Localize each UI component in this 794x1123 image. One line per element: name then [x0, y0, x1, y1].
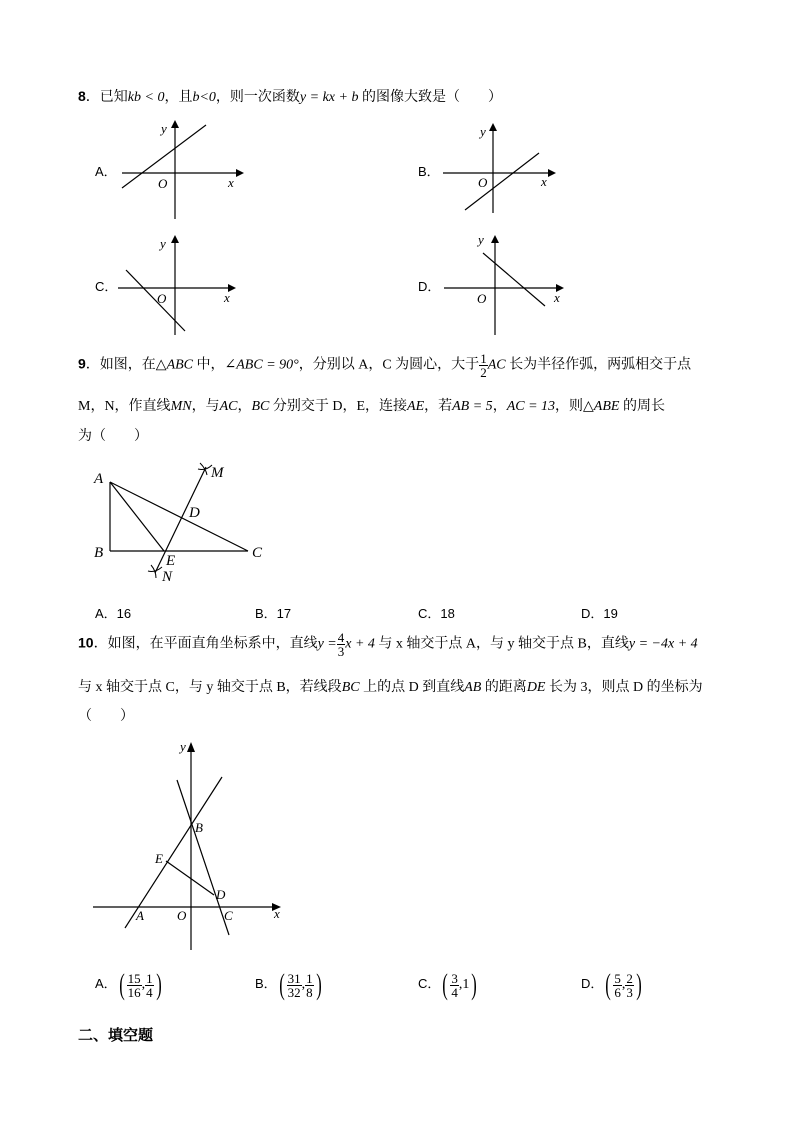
x-axis-label: x — [224, 290, 230, 305]
origin-label: O — [157, 291, 167, 306]
q9-option-b[interactable]: B．17 — [255, 606, 292, 621]
y-axis-label: y — [161, 121, 167, 136]
q8-option-a-label: A． — [95, 164, 117, 179]
q8-option-c-label: C． — [95, 279, 118, 294]
q9-number: 9 — [78, 355, 86, 372]
q8-graph-a — [110, 115, 250, 225]
point-c-label: C — [224, 908, 233, 923]
q8-graph-d — [440, 230, 575, 340]
x-axis-label: x — [554, 290, 560, 305]
q9-option-d[interactable]: D．19 — [581, 606, 618, 621]
half-fraction: $\frac{1}{2}$ — [480, 351, 487, 380]
y-axis-label: y — [478, 232, 484, 247]
point-b-label: B — [195, 820, 203, 835]
q8-function: y = kx + b — [299, 90, 359, 105]
q8-graph-c — [112, 230, 247, 340]
point-n-label: N — [162, 569, 173, 585]
y-axis-label: y — [160, 236, 166, 251]
x-axis-label: x — [274, 906, 280, 921]
point-d-label: D — [189, 505, 200, 521]
vertex-a-label: A — [94, 471, 104, 487]
origin-label: O — [478, 175, 488, 190]
x-axis-label: x — [541, 174, 547, 189]
q10-figure — [88, 735, 288, 955]
q9-stem-line3: 为（ ） — [78, 429, 148, 444]
q9-option-c[interactable]: C．18 — [418, 606, 455, 621]
y-axis-label: y — [180, 739, 186, 754]
q9-stem-line2: M，N，作直线MN，与AC，BC 分别交于 D，E，连接AE，若AB = 5，AC = 13，则△ABE 的周长 — [78, 399, 665, 414]
point-a-label: A — [136, 908, 144, 923]
origin-label: O — [477, 291, 487, 306]
vertex-b-label: B — [94, 545, 104, 561]
q9-option-a[interactable]: A．16 — [95, 606, 132, 621]
vertex-c-label: C — [252, 545, 263, 561]
q10-stem-line2: 与 x 轴交于点 C，与 y 轴交于点 B，若线段BC 上的点 D 到直线AB 的距离DE 长为 3，则点 D 的坐标为 — [78, 680, 703, 695]
point-d-label: D — [216, 887, 226, 902]
q9-figure — [88, 455, 278, 590]
q8-stem: 8．已知kb < 0，且b<0，则一次函数y = kx + b 的图像大致是（ ） — [78, 88, 502, 105]
point-m-label: M — [211, 465, 224, 481]
point-e-label: E — [155, 851, 163, 866]
q8-graph-b — [438, 118, 568, 218]
origin-label: O — [158, 176, 168, 191]
q10-option-b[interactable]: B．( $\frac{31}{32}$ , $\frac{1}{8}$ ) — [255, 968, 322, 1001]
q10-stem-line1: 10．如图，在平面直角坐标系中，直线y = $\frac{4}{3}$ x + 4 与 x 轴交于点 A，与 y 轴交于点 B，直线y = −4x + 4 — [78, 630, 698, 659]
y-axis-label: y — [480, 124, 486, 139]
q8-option-b-label: B． — [418, 164, 440, 179]
section-heading-fill-in: 二、填空题 — [78, 1027, 154, 1044]
q10-number: 10 — [78, 634, 94, 651]
q9-stem-line1: 9．如图，在△ABC 中，∠ABC = 90°，分别以 A，C 为圆心，大于 $\frac{1}{2}$ AC 长为半径作弧，两弧相交于点 — [78, 351, 692, 380]
q10-option-a[interactable]: A．( $\frac{15}{16}$ , $\frac{1}{4}$ ) — [95, 968, 162, 1001]
point-e-label: E — [166, 553, 176, 569]
q10-option-c[interactable]: C．( $\frac{3}{4}$ ,1) — [418, 968, 478, 1001]
q8-number: 8 — [78, 88, 86, 104]
x-axis-label: x — [228, 175, 234, 190]
origin-label: O — [177, 908, 187, 923]
q8-condition-b: b<0 — [192, 90, 216, 105]
q10-stem-line3: （ ） — [78, 709, 134, 724]
q10-option-d[interactable]: D．( $\frac{5}{6}$ , $\frac{2}{3}$ ) — [581, 968, 642, 1001]
q8-option-d-label: D． — [418, 279, 441, 294]
q8-condition-kb: kb < 0 — [127, 90, 165, 105]
slope-fraction: $\frac{4}{3}$ — [337, 630, 345, 659]
